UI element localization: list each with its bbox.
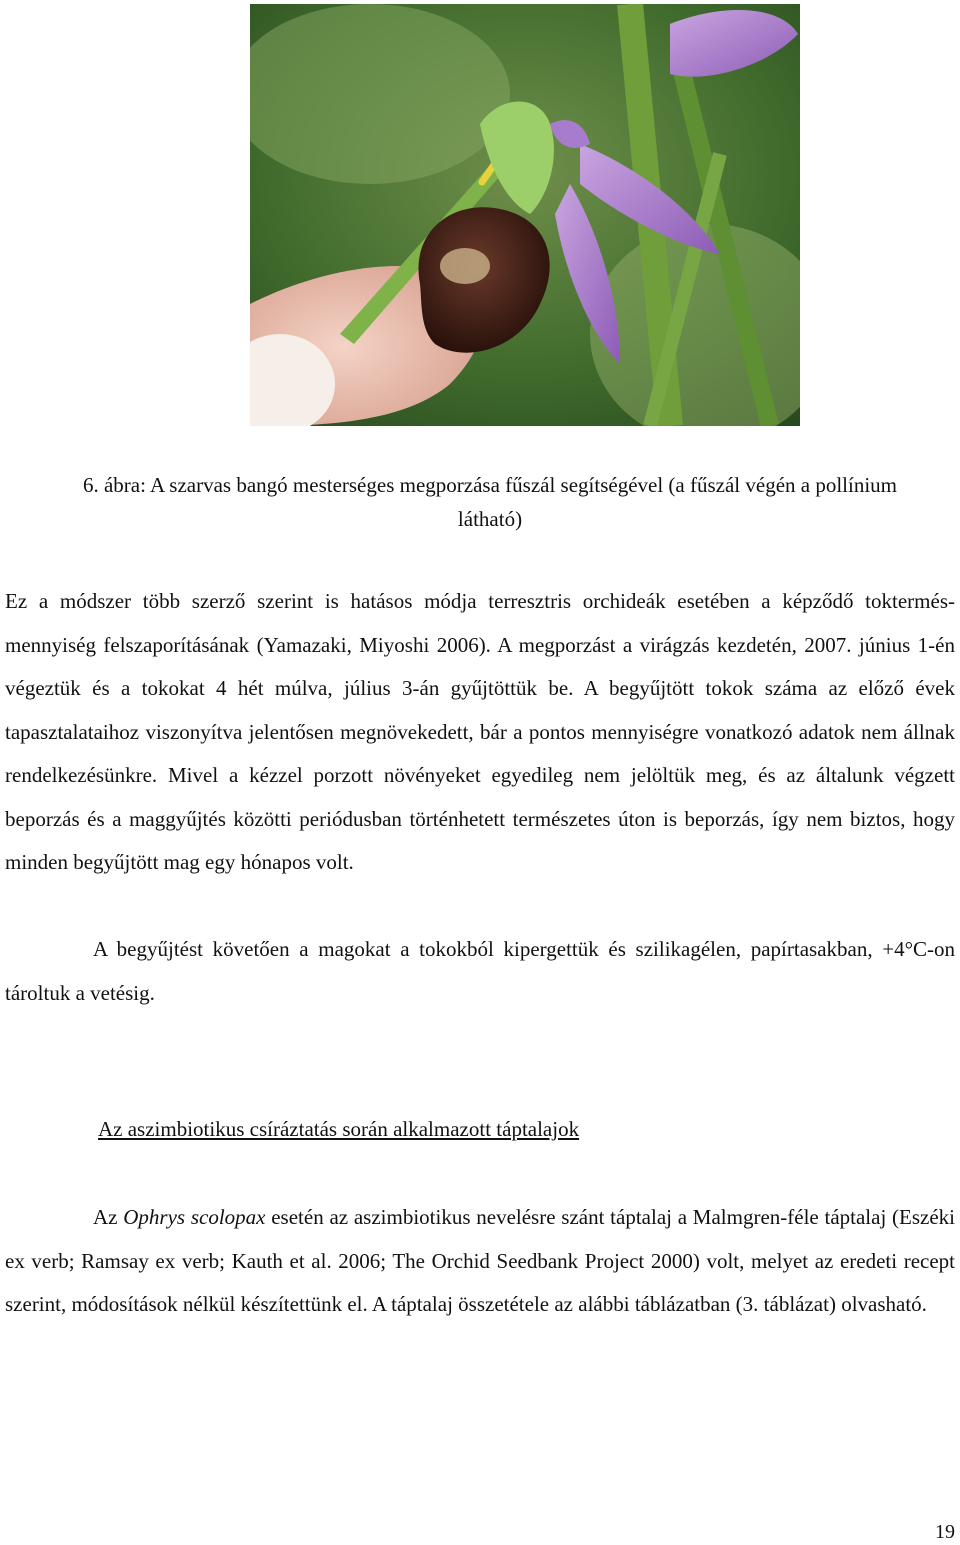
paragraph-2: A begyűjtést követően a magokat a tokokból kipergettük és szilikagélen, papírtasakban, +4°C-on tároltuk a vetésig. — [5, 937, 955, 1005]
section-heading: Az aszimbiotikus csíráztatás során alkalmazott táptalajok — [98, 1117, 580, 1141]
species-name: Ophrys scolopax — [123, 1205, 266, 1229]
paragraph-3-start: Az — [93, 1205, 124, 1229]
paragraph-3-rest: esetén az aszimbiotikus nevelésre szánt táptalaj a Malmgren-féle táptalaj (Eszéki ex verb; Ramsay ex verb; Kauth et al. 2006; The Orchid Seedbank Project 2000) volt, melyet az eredeti recept szerint, módosítások nélkül készítettünk el. A táptalaj összetétele az alábbi táblázatban (3. táblázat) olvasható. — [5, 1205, 956, 1316]
paragraph-1: Ez a módszer több szerző szerint is hatásos módja terresztris orchideák esetében a képződő toktermés-mennyiség felszaporításának (Yamazaki, Miyoshi 2006). A megporzást a virágzás kezdetén, 2007. június 1-én végeztük és a tokokat 4 hét múlva, július 3-án gyűjtöttük be. A begyűjtött tokok száma az előző évek tapasztalataihoz viszonyítva jelentősen megnövekedett, bár a pontos mennyiségre vonatkozó adatok nem állnak rendelkezésünkre. Mivel a kézzel porzott növényeket egyedileg nem jelöltük meg, és az általunk végzett beporzás és a maggyűjtés közötti periódusban történhetett természetes úton is beporzás, így nem biztos, hogy minden begyűjtött mag egy hónapos volt. — [5, 589, 955, 874]
flower-image — [250, 4, 800, 426]
paragraph-3 — [5, 1196, 955, 1327]
figure-caption: 6. ábra: A szarvas bangó mesterséges megporzása fűszál segítségével (a fűszál végén a pollínium látható) — [82, 473, 898, 531]
orchid-photo — [250, 4, 800, 426]
page-number: 19 — [935, 1521, 955, 1543]
